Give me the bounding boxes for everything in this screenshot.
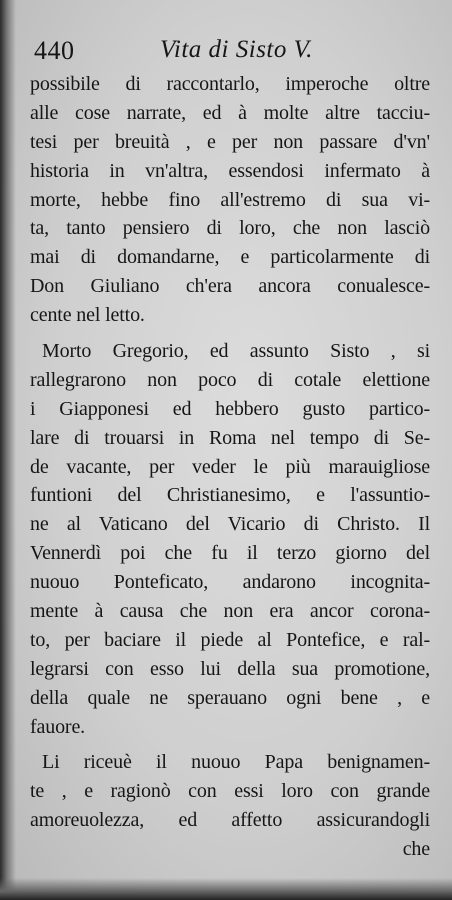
paragraph-1	[30, 70, 430, 330]
text-line: to, per baciare il piede al Pontefice, e ral-	[30, 628, 430, 651]
running-title: Vita di Sisto V.	[160, 36, 313, 63]
text-line: possibile di raccontarlo, imperoche oltre	[30, 73, 430, 95]
text-line: ne al Vaticano del Vicario di Christo. Il	[30, 513, 430, 536]
text-line: rallegrarono non poco di cotale elettione	[30, 368, 430, 391]
catchword: che	[402, 838, 430, 861]
text-line: Li riceuè il nuouo Papa benignamen-	[42, 751, 430, 774]
text-line: lare di trouarsi in Roma nel tempo di Se-	[30, 426, 430, 449]
page-number: 440	[34, 36, 75, 65]
paragraph-2	[30, 337, 430, 741]
text-line: fauore.	[30, 715, 86, 738]
text-line: alle cose narrate, ed à molte altre tacciu-	[30, 101, 430, 124]
text-line: amoreuolezza, ed affetto assicurandogli	[30, 809, 430, 832]
text-line: ta, tanto pensiero di loro, che non lasciò	[30, 217, 430, 240]
page-header	[30, 36, 430, 70]
text-line: historia in vn'altra, essendosi infermato à	[30, 159, 430, 182]
text-line: Vennerdì poi che fu il terzo giorno del	[30, 542, 430, 565]
text-line: funtioni del Christianesimo, e l'assuntio-	[30, 484, 430, 507]
page-left-shadow	[0, 0, 16, 900]
body-text	[30, 70, 430, 864]
text-line: Morto Gregorio, ed assunto Sisto , si	[42, 340, 430, 363]
text-line: te , e ragionò con essi loro con grande	[30, 780, 430, 803]
text-line: mai di domandarne, e particolarmente di	[30, 246, 430, 269]
text-line: mente à causa che non era ancor corona-	[30, 600, 430, 623]
text-line: tesi per breuità , e per non passare d'vn'	[30, 130, 430, 153]
text-line: legrarsi con esso lui della sua promotione,	[30, 657, 430, 680]
page-bottom-shadow	[0, 878, 452, 900]
paragraph-3	[30, 748, 430, 835]
text-line: Don Giuliano ch'era ancora conualesce-	[30, 275, 430, 298]
text-line: morte, hebbe fino all'estremo di sua vi-	[30, 188, 430, 211]
text-line: i Giapponesi ed hebbero gusto partico-	[30, 397, 430, 420]
paragraph-gap	[30, 741, 430, 748]
text-line: della quale ne sperauano ogni bene , e	[30, 686, 430, 709]
text-line: nuouo Ponteficato, andarono incognita-	[30, 571, 430, 594]
text-line: cente nel letto.	[30, 304, 145, 327]
paragraph-gap	[30, 330, 430, 337]
text-line: de vacante, per veder le più marauigliose	[30, 455, 430, 478]
